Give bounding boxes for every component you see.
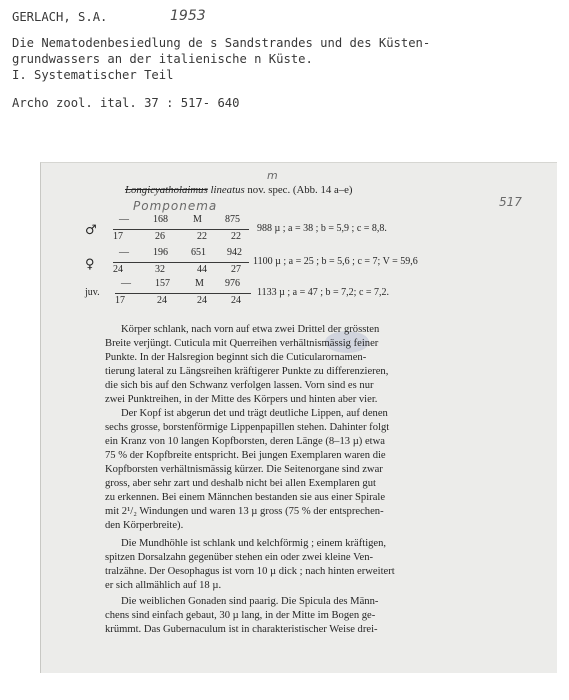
formula-bottom: 22 <box>231 231 241 242</box>
formula-bottom: 32 <box>155 264 165 275</box>
species-rest: nov. spec. (Abb. 14 a–e) <box>247 184 353 196</box>
text-line: Punkte. In der Halsregion beginnt sich die Cuticularornamen- <box>105 352 367 363</box>
formula-result: 1133 µ ; a = 47 ; b = 7,2; c = 7,2. <box>257 287 390 298</box>
text-line: Die Mundhöhle ist schlank und kelchförmig ; einem kräftigen, <box>121 538 387 549</box>
text-line: zwei Punktreihen, in der Mitte des Körpers und hinten aber vier. <box>105 394 378 405</box>
formula-top: 157 <box>155 278 170 289</box>
text-line: Kopfborsten verhältnismässig kürzer. Die Seitenorgane sind zwar <box>105 464 383 475</box>
text-line: chens sind einfach gebaut, 30 µ lang, in der Mitte im Bogen ge- <box>105 610 376 621</box>
title-line-2: grundwassers an der italienische n Küste. <box>12 52 313 66</box>
year-handwritten: 1953 <box>170 8 206 24</box>
formula-top: 651 <box>191 247 206 258</box>
citation-text: Archo zool. ital. 37 : 517- 640 <box>12 96 240 110</box>
text-line: den Körperbreite). <box>105 520 184 531</box>
text-line: zu erkennen. Bei einem Männchen bestanden sie aus einer Spirale <box>105 492 386 503</box>
formula-rule <box>113 262 249 263</box>
text-line: tralzähne. Der Oesophagus ist vorn 10 µ dick ; nach hinten erweitert <box>105 566 395 577</box>
text-line: Breite verjüngt. Cuticula mit Querreihen verhältnismässig feiner <box>105 338 379 349</box>
formula-rule <box>115 293 251 294</box>
index-card-header <box>0 0 569 160</box>
formula-top: 942 <box>227 247 242 258</box>
text-line: krümmt. Das Gubernaculum ist in charakteristischer Weise drei- <box>105 624 378 635</box>
sex-symbol-male: ♂ <box>85 223 97 238</box>
formula-top: — <box>121 278 131 289</box>
formula-bottom: 17 <box>113 231 123 242</box>
author: GERLACH, S.A. <box>12 10 108 24</box>
formula-bottom: 24 <box>197 295 207 306</box>
formula-bottom: 24 <box>113 264 123 275</box>
formula-rule <box>113 229 249 230</box>
formula-bottom: 24 <box>157 295 167 306</box>
formula-bottom: 22 <box>197 231 207 242</box>
juvenile-label: juv. <box>85 287 100 298</box>
text-line: gross, aber sehr zart und deshalb nicht bei allen Exemplaren gut <box>105 478 376 489</box>
citation <box>12 96 239 110</box>
text-line: tierung lateral zu Längsreihen kräftigerer Punkte zu differenzieren, <box>105 366 389 377</box>
formula-top: — <box>119 214 129 225</box>
handwritten-m: m <box>267 169 278 182</box>
handwritten-genus: Pomponema <box>133 199 218 213</box>
text-line: Der Kopf ist abgerun det und trägt deutliche Lippen, auf denen <box>121 408 388 419</box>
formula-top: 168 <box>153 214 168 225</box>
text-line: die sich bis auf den Schwanz verfolgen lassen. Vorn sind es nur <box>105 380 374 391</box>
formula-result: 988 µ ; a = 38 ; b = 5,9 ; c = 8,8. <box>257 223 387 234</box>
formula-result: 1100 µ ; a = 25 ; b = 5,6 ; c = 7; V = 59,6 <box>253 256 418 267</box>
formula-top: 196 <box>153 247 168 258</box>
formula-bottom: 44 <box>197 264 207 275</box>
formula-top: 976 <box>225 278 240 289</box>
text-line: Die weiblichen Gonaden sind paarig. Die Spicula des Männ- <box>121 596 379 607</box>
formula-top: — <box>119 247 129 258</box>
species-epithet: lineatus <box>210 184 245 196</box>
title-line-1: Die Nematodenbesiedlung de s Sandstrandes und des Küsten- <box>12 36 431 50</box>
formula-top: 875 <box>225 214 240 225</box>
formula-bottom: 24 <box>231 295 241 306</box>
title-line-3: I. Systematischer Teil <box>12 68 174 82</box>
text-line: mit 2¹/₂ Windungen und waren 13 µ gross (75 % der entsprechen- <box>105 506 384 517</box>
scanned-page-excerpt <box>40 162 557 673</box>
formula-top: M <box>195 278 204 289</box>
formula-bottom: 17 <box>115 295 125 306</box>
formula-bottom: 27 <box>231 264 241 275</box>
species-genus-struck: Longicyatholaimus <box>125 184 208 196</box>
handwritten-page: 517 <box>499 195 522 209</box>
species-heading <box>125 184 353 196</box>
text-line: er sich allmählich auf 18 µ. <box>105 580 222 591</box>
text-line: Körper schlank, nach vorn auf etwa zwei Drittel der grössten <box>121 324 380 335</box>
text-line: spitzen Dorsalzahn gegenüber stehen ein oder zwei kleine Ven- <box>105 552 374 563</box>
sex-symbol-female: ♀ <box>85 257 95 272</box>
text-line: 75 % der Kopfbreite entspricht. Bei jungen Exemplaren waren die <box>105 450 386 461</box>
formula-bottom: 26 <box>155 231 165 242</box>
text-line: sechs grosse, borstenförmige Lippenpapillen stehen. Dahinter folgt <box>105 422 390 433</box>
formula-top: M <box>193 214 202 225</box>
text-line: ein Kranz von 10 langen Kopfborsten, deren Länge (8–13 µ) etwa <box>105 436 385 447</box>
